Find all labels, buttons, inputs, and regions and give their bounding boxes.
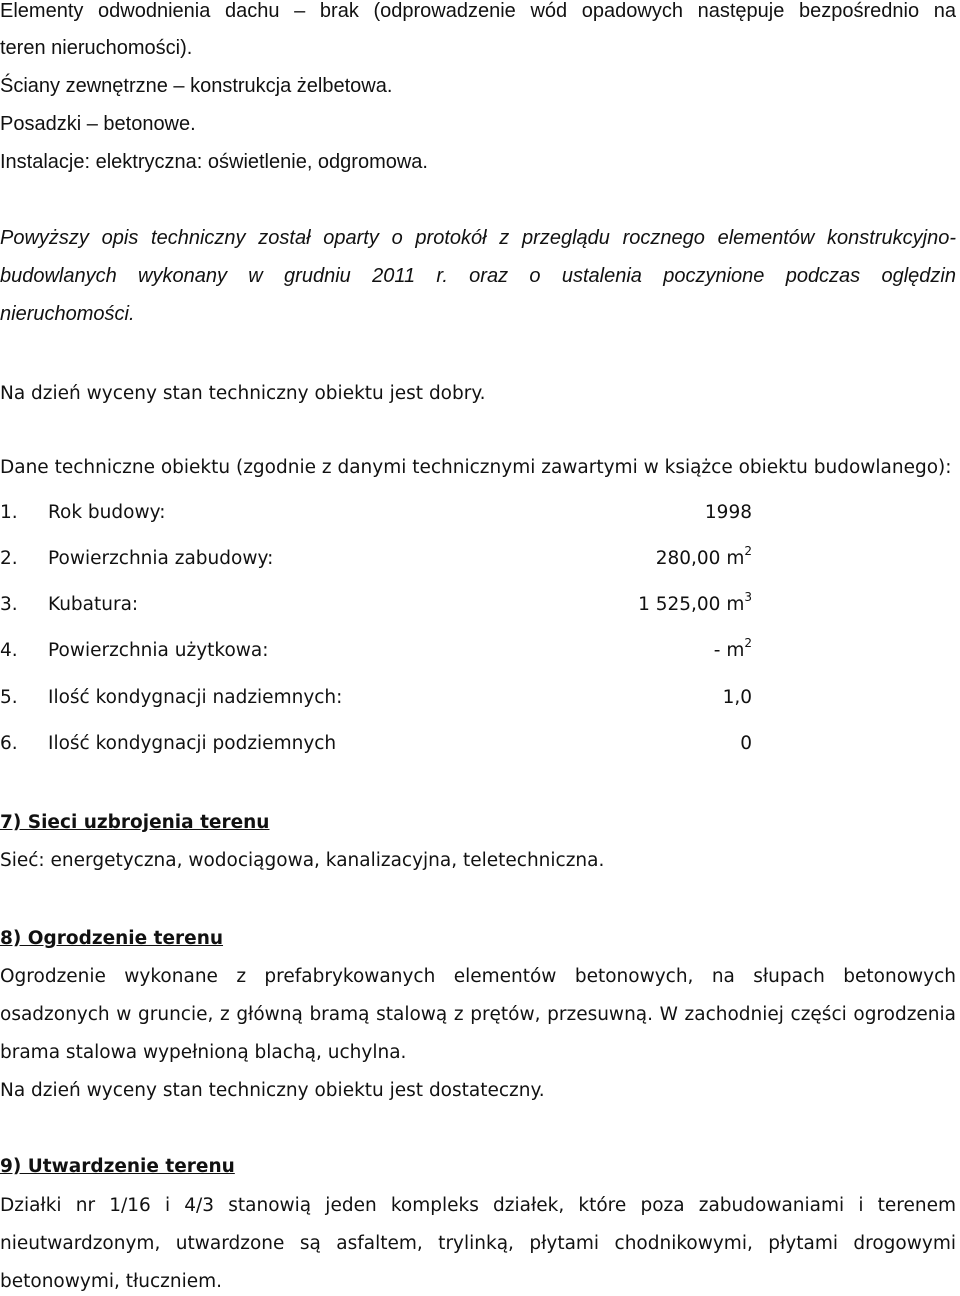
tech-data-item: [0, 590, 956, 622]
paragraph-line: teren nieruchomości).: [0, 37, 193, 59]
italic-paragraph-line: budowlanych wykonany w grudniu 2011 r. oraz o ustalenia poczynione podczas oględzin: [0, 265, 956, 287]
paragraph-line: Działki nr 1/16 i 4/3 stanowią jeden kompleks działek, które poza zabudowaniami i terenem: [0, 1195, 956, 1216]
paragraph-line: Elementy odwodnienia dachu – brak (odprowadzenie wód opadowych następuje bezpośrednio na: [0, 0, 956, 22]
paragraph-line: Posadzki – betonowe.: [0, 113, 196, 135]
item-number: 6.: [0, 733, 18, 754]
tech-data-item: [0, 636, 956, 668]
item-number: 2.: [0, 548, 18, 569]
item-value: - $m^2$: [713, 636, 752, 661]
paragraph-line: osadzonych w gruncie, z główną bramą stalową z prętów, przesuwną. W zachodniej części ogrodzenia: [0, 1004, 956, 1025]
item-number: 5.: [0, 687, 18, 708]
item-label: Kubatura:: [48, 594, 139, 615]
item-value: 1,0: [722, 687, 752, 708]
unit-exponent: 3: [744, 590, 752, 604]
paragraph-line: Sieć: energetyczna, wodociągowa, kanalizacyjna, teletechniczna.: [0, 850, 605, 871]
item-label: Rok budowy:: [48, 502, 166, 523]
tech-data-intro: Dane techniczne obiektu (zgodnie z danymi technicznymi zawartymi w książce obiektu budowlanego):: [0, 457, 952, 478]
paragraph-line: Ogrodzenie wykonane z prefabrykowanych elementów betonowych, na słupach betonowych: [0, 966, 956, 987]
unit-exponent: 2: [744, 636, 752, 650]
section-heading: 7) Sieci uzbrojenia terenu: [0, 812, 270, 833]
paragraph-line: Instalacje: elektryczna: oświetlenie, odgromowa.: [0, 151, 428, 173]
section-heading: 8) Ogrodzenie terenu: [0, 928, 224, 949]
item-number: 4.: [0, 640, 18, 661]
condition-statement: Na dzień wyceny stan techniczny obiektu jest dostateczny.: [0, 1080, 545, 1101]
tech-data-item: [0, 687, 956, 715]
item-number: 3.: [0, 594, 18, 615]
unit-exponent: 2: [744, 544, 752, 558]
item-label: Powierzchnia zabudowy:: [48, 548, 274, 569]
tech-data-item: [0, 733, 956, 761]
section-heading: 9) Utwardzenie terenu: [0, 1156, 235, 1177]
tech-data-item: [0, 502, 956, 530]
item-label: Powierzchnia użytkowa:: [48, 640, 269, 661]
item-label: Ilość kondygnacji podziemnych: [48, 733, 337, 754]
item-value: 0: [740, 733, 752, 754]
item-value: 1998: [704, 502, 752, 523]
italic-paragraph-line: nieruchomości.: [0, 303, 135, 325]
paragraph-line: nieutwardzonym, utwardzone są asfaltem, trylinką, płytami chodnikowymi, płytami drogowymi: [0, 1233, 956, 1254]
item-value: 1 525,00 $m^3$: [638, 590, 752, 615]
paragraph-line: Ściany zewnętrzne – konstrukcja żelbetowa.: [0, 75, 393, 97]
paragraph-line: brama stalowa wypełnioną blachą, uchylna.: [0, 1042, 407, 1063]
italic-paragraph-line: Powyższy opis techniczny został oparty o protokół z przeglądu rocznego elementów konstrukcyjno-: [0, 227, 956, 249]
paragraph-line: betonowymi, tłuczniem.: [0, 1271, 223, 1292]
item-value: 280,00 $m^2$: [655, 544, 752, 569]
item-number: 1.: [0, 502, 18, 523]
item-label: Ilość kondygnacji nadziemnych:: [48, 687, 343, 708]
tech-data-item: [0, 544, 956, 576]
condition-statement: Na dzień wyceny stan techniczny obiektu jest dobry.: [0, 383, 486, 404]
